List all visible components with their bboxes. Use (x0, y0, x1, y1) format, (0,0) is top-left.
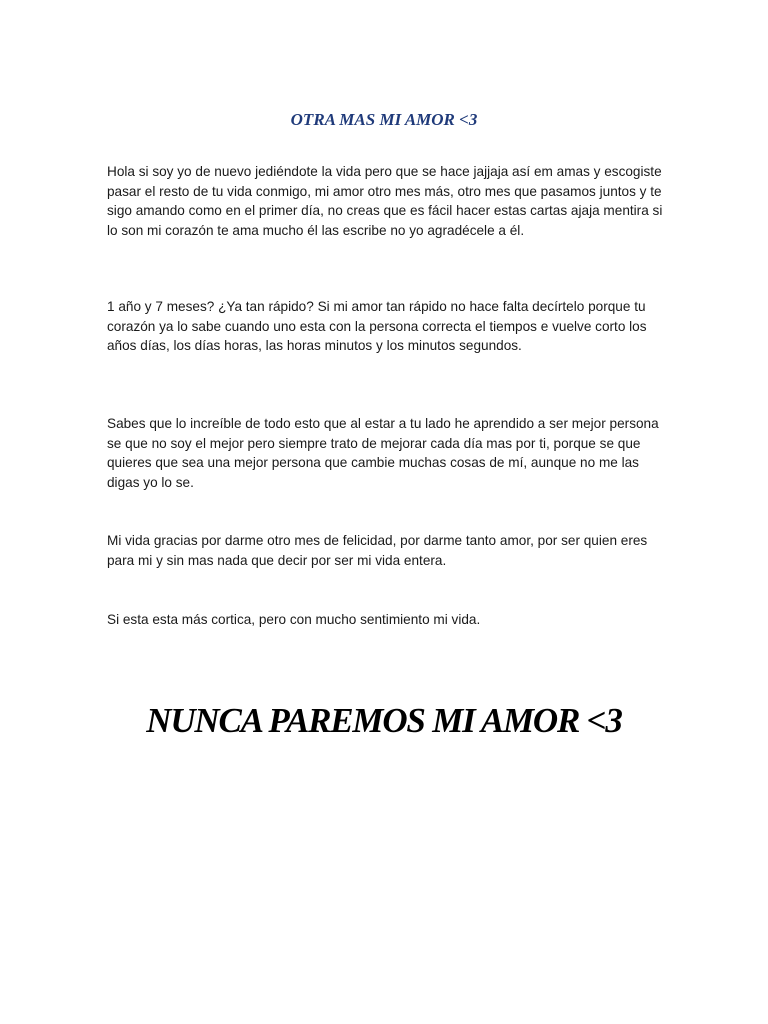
paragraph-4: Mi vida gracias por darme otro mes de felicidad, por darme tanto amor, por ser quien eres para mi y sin mas nada que decir por ser mi vida entera. (107, 533, 648, 568)
paragraph-2: 1 año y 7 meses? ¿Ya tan rápido? Si mi amor tan rápido no hace falta decírtelo porque tu corazón ya lo sabe cuando uno esta con la persona correcta el tiempos e vuelve corto los años días, los días horas, las horas minutos y los minutos segundos. (107, 299, 647, 353)
paragraph-3: Sabes que lo increíble de todo esto que al estar a tu lado he aprendido a ser mejor persona se que no soy el mejor pero siempre trato de mejorar cada día mas por ti, porque se que quieres que sea una mejor persona que cambie muchas cosas de mí, aunque no me las digas yo lo se. (107, 416, 659, 490)
paragraph-5: Si esta esta más cortica, pero con mucho sentimiento mi vida. (107, 612, 481, 627)
closing-heading: NUNCA PAREMOS MI AMOR <3 (146, 701, 622, 740)
document-title: OTRA MAS MI AMOR <3 (290, 110, 478, 129)
paragraph-1: Hola si soy yo de nuevo jediéndote la vida pero que se hace jajjaja así em amas y escogiste pasar el resto de tu vida conmigo, mi amor otro mes más, otro mes que pasamos juntos y te sigo amando como en el primer día, no creas que es fácil hacer estas cartas ajaja mentira si lo son mi corazón te ama mucho él las escribe no yo agradécele a él. (107, 164, 663, 238)
